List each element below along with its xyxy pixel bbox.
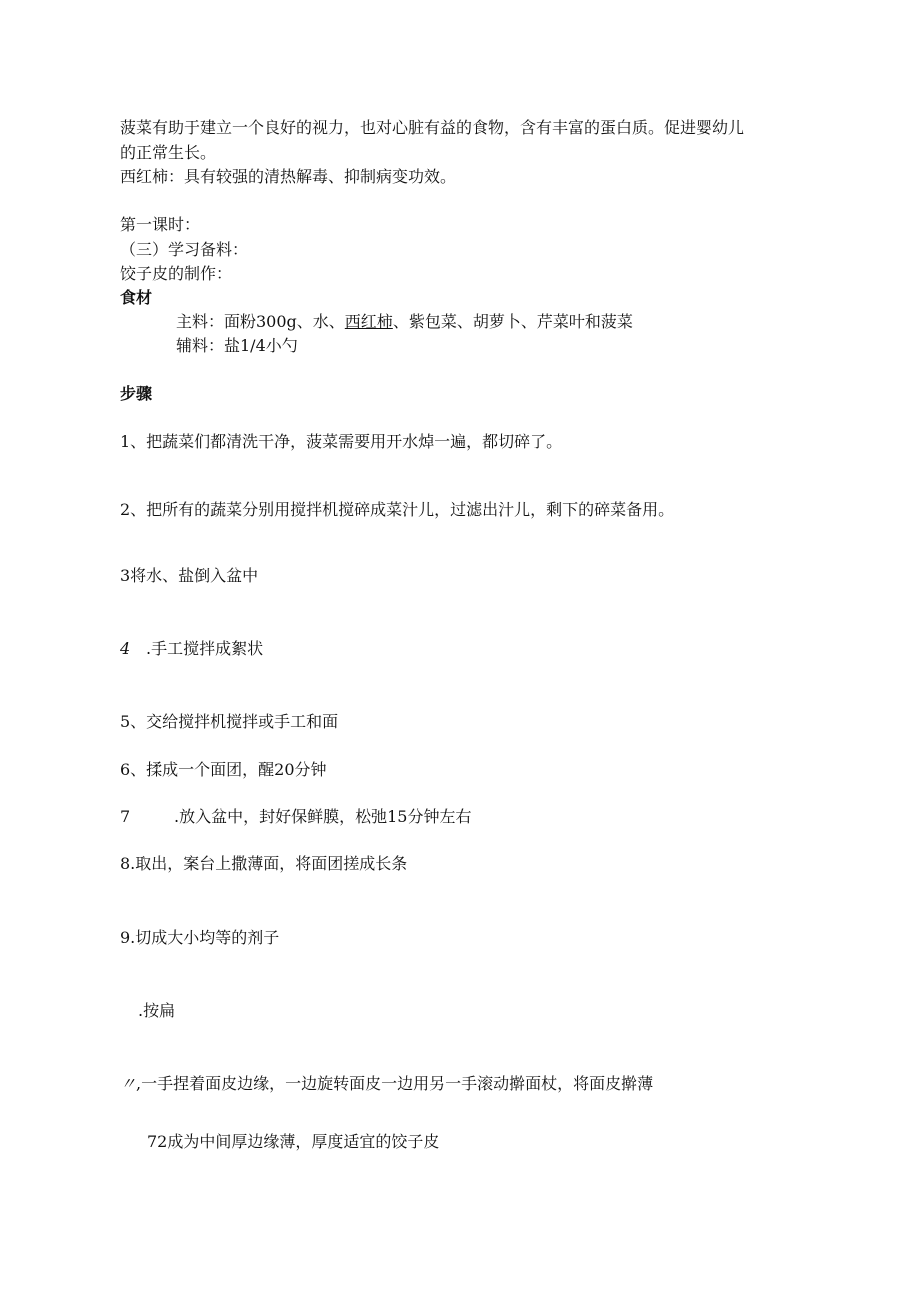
step-5: 5、交给搅拌机搅拌或手工和面 bbox=[120, 712, 339, 731]
step-3: 3将水、盐倒入盆中 bbox=[120, 566, 259, 585]
step-11-text: ,一手捏着面皮边缘，一边旋转面皮一边用另一手滚动擀面杖，将面皮擀薄 bbox=[136, 1074, 654, 1093]
ingredients-aux: 辅料：盐1/4小勺 bbox=[176, 336, 298, 355]
step-4-text: .手工搅拌成絮状 bbox=[146, 639, 264, 658]
step-7 bbox=[120, 807, 471, 827]
intro-line-3: 西红柿：具有较强的清热解毒、抑制病变功效。 bbox=[120, 167, 457, 186]
step-6: 6、揉成一个面团，醒20分钟 bbox=[120, 760, 327, 779]
lesson-section: （三）学习备料： bbox=[120, 240, 249, 259]
ingredients-heading: 食材 bbox=[120, 288, 153, 307]
step-2: 2、把所有的蔬菜分别用搅拌机搅碎成菜汁儿，过滤出汁儿，剩下的碎菜备用。 bbox=[120, 500, 675, 519]
step-7-text: .放入盆中，封好保鲜膜，松弛15分钟左右 bbox=[174, 807, 472, 826]
step-4-number: 4 bbox=[120, 639, 131, 658]
ingredients-main bbox=[176, 312, 633, 332]
step-10: .按扁 bbox=[138, 1001, 176, 1020]
step-1: 1、把蔬菜们都清洗干净，菠菜需要用开水焯一遍，都切碎了。 bbox=[120, 432, 563, 451]
lesson-title: 第一课时： bbox=[120, 215, 201, 234]
step-8: 8.取出，案台上撒薄面，将面团搓成长条 bbox=[120, 854, 408, 873]
step-7-number: 7 bbox=[120, 807, 131, 826]
ingredients-main-suffix: 、紫包菜、胡萝卜、芹菜叶和菠菜 bbox=[392, 312, 633, 331]
step-11-mark: 〃 bbox=[120, 1074, 137, 1093]
lesson-topic: 饺子皮的制作： bbox=[120, 264, 233, 283]
step-4 bbox=[120, 639, 263, 659]
step-12: 72成为中间厚边缘薄，厚度适宜的饺子皮 bbox=[147, 1132, 440, 1151]
intro-line-1: 菠菜有助于建立一个良好的视力，也对心脏有益的食物，含有丰富的蛋白质。促进婴幼儿 bbox=[120, 118, 745, 137]
steps-heading: 步骤 bbox=[120, 384, 153, 403]
intro-line-2: 的正常生长。 bbox=[120, 143, 217, 162]
step-9: 9.切成大小均等的剂子 bbox=[120, 928, 280, 947]
ingredients-main-prefix: 主料：面粉300g、水、 bbox=[176, 312, 345, 331]
step-11 bbox=[120, 1074, 653, 1094]
ingredients-main-underlined: 西红柿 bbox=[344, 312, 393, 331]
